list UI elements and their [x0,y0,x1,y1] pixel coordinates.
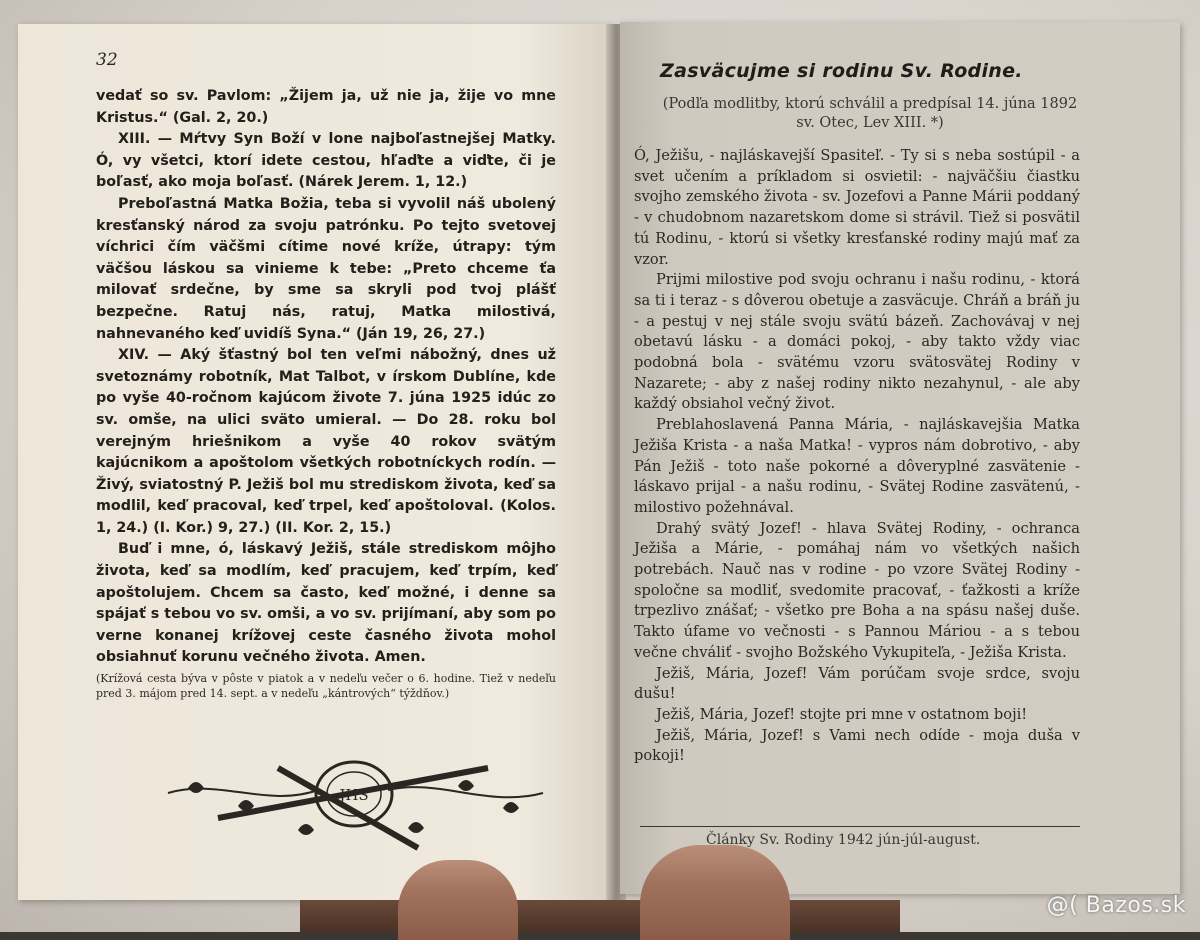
paragraph: Buď i mne, ó, láskavý Ježiš, stále strediskom môjho života, keď sa modlím, keď pracujem, keď trpím, keď apoštolujem. Chcem sa často, keď možné, i denne sa spájať s tebou vo sv. omši, a vo sv. prijímaní, aby som po verne konanej krížovej ceste časného života mohol obsiahnuť korunu večného života. Amen. [96,541,556,666]
page-subtitle: (Podľa modlitby, ktorú schválil a predpísal 14. júna 1892 sv. Otec, Lev XIII. *) [662,96,1078,131]
footnote: (Krížová cesta býva v pôste v piatok a v nedeľu večer o 6. hodine. Tiež v nedeľu pred 3. májom pred 14. sept. a v nedeľu „kántrových“ týždňov.) [96,672,556,701]
watermark: @( Bazos.sk [1046,893,1186,918]
paragraph: Preblahoslavená Panna Mária, - najláskavejšia Matka Ježiša Krista - a naša Matka! - vypros nám dobrotivo, - aby Pán Ježiš - toto naše pokorné a dôveryplné zasvätenie - láskavo prijal - a našu rodinu, - Svätej Rodine zasvätenú, - milostivo požehnával. [634,416,1080,516]
paragraph: Ó, Ježišu, - najláskavejší Spasiteľ. - Ty si s neba sostúpil - a svet učením a príkladom si osvietil: - najväčšiu čiastku svojho zemského života - sv. Jozefovi a Panne Márii poddaný - v chudobnom nazaretskom dome si strávil. Tiež si posvätil tú Rodinu, - ktorú si všetky kresťanské rodiny majú mať za vzor. [634,147,1080,268]
hand-shadow [300,900,900,932]
right-page-text [634,146,1080,767]
paragraph: Ježiš, Mária, Jozef! stojte pri mne v ostatnom boji! [656,705,1028,723]
paragraph: Drahý svätý Jozef! - hlava Svätej Rodiny, - ochranca Ježiša a Márie, - pomáhaj nám vo všetkých našich potrebách. Nauč nas v rodine - po vzore Svätej Rodiny - spoločne sa modliť, svedomite pracovať, - ťažkosti a kríže trpezlivo znášať; - všetko pre Boha a na spásu našej duše. Takto úfame vo večnosti - s Pannou Máriou - a s tebou večne chváliť - svojho Božského Vykupiteľa, - Ježiša Krista. [634,519,1080,661]
paragraph: XIV. — Aký šťastný bol ten veľmi nábožný, dnes už svetoznámy robotník, Mat Talbot, v írskom Dublíne, kde po vyše 40-ročnom kajúcom živote 7. júna 1925 idúc zo sv. omše, na ulici sväto umieral. — Do 28. roku bol verejným hriešnikom a vyše 40 rokov svätým kajúcnikom a apoštolom všetkých robotníckych rodín. — Živý, sviatostný P. Ježiš bol mu strediskom života, keď sa modlil, keď pracoval, keď trpel, keď apoštoloval. (Kolos. 1, 24.) (I. Kor.) 9, 27.) (II. Kor. 2, 15.) [96,347,556,536]
footer-divider [640,826,1080,827]
paragraph: Ježiš, Mária, Jozef! s Vami nech odíde - moja duša v pokoji! [634,726,1080,765]
paragraph: Ježiš, Mária, Jozef! Vám porúčam svoje srdce, svoju dušu! [634,664,1080,703]
thumb-left [398,860,518,940]
cross-beam [278,768,418,848]
page-number: 32 [96,50,118,70]
paragraph: Prijmi milostive pod svoju ochranu i našu rodinu, - ktorá sa ti i teraz - s dôverou obetuje a zasväcuje. Chráň a bráň ju - a pestuj v nej stále svoju svätú bázeň. Zachovávaj v nej obetavú lásku - a domáci pokoj, - aby takto vždy viac podobná bola - svätému vzoru svätosvätej Rodiny v Nazarete; - aby z našej rodiny nikto nezahynul, - ale aby každý obsiahol večný život. [634,271,1080,413]
paragraph: XIII. — Mŕtvy Syn Boží v lone najboľastnejšej Matky. Ó, vy všetci, ktorí idete cestou, hľaďte a viďte, či je boľasť, ako moja boľasť. (Nárek Jerem. 1, 12.) [96,131,556,191]
paragraph: Preboľastná Matka Božia, teba si vyvolil náš ubolený kresťanský národ za svoju patrónku. Po tejto svetovej víchrici čím väčšmi cítime nové kríže, útrapy: tým väčšou láskou sa vinieme k tebe: „Preto chceme ťa milovať srdečne, by sme sa skryli pod tvoj plášť bezpečne. Ratuj nás, ratuj, Matka milostivá, nahnevaného keď uvidíš Syna.“ (Ján 19, 26, 27.) [96,195,556,342]
thumb-right [640,845,790,940]
left-page-text [96,86,556,701]
cross-ornament-illustration [158,748,548,858]
page-footer: Články Sv. Rodiny 1942 jún-júl-august. [706,832,981,848]
ihs-monogram: JHS [339,786,369,804]
page-title: Zasväcujme si rodinu Sv. Rodine. [660,60,1023,82]
paragraph: vedať so sv. Pavlom: „Žijem ja, už nie ja, žije vo mne Kristus.“ (Gal. 2, 20.) [96,88,556,126]
